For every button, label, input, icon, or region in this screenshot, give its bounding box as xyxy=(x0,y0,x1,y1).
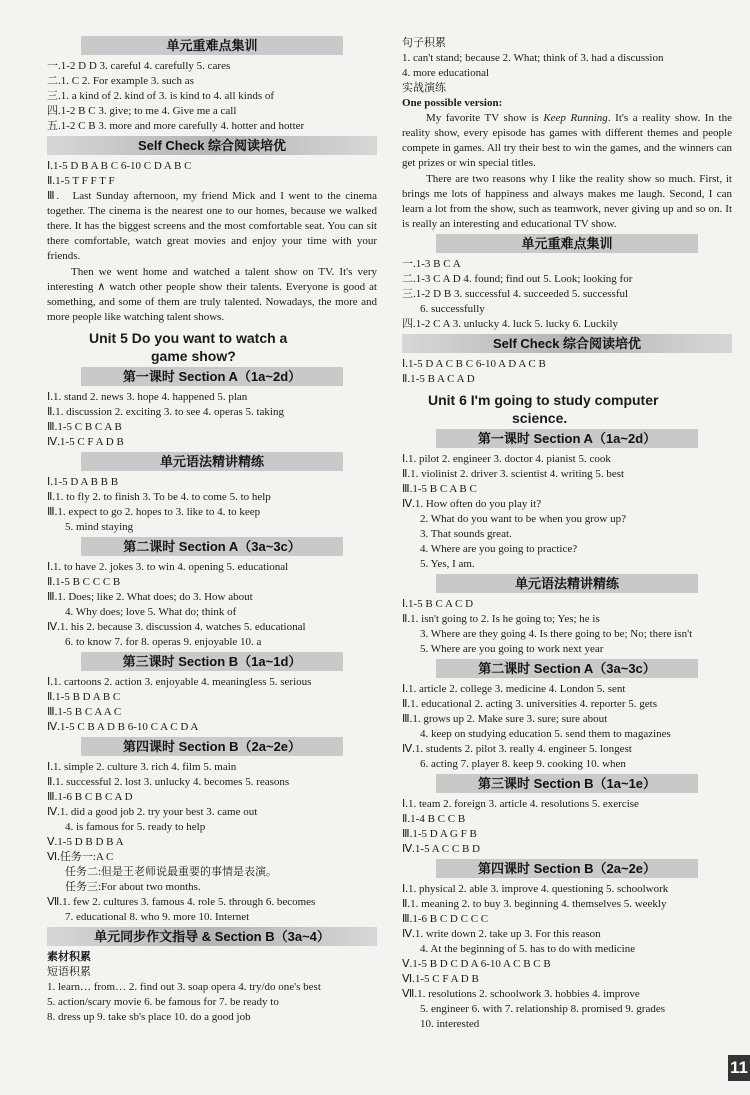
answer-line: 4. At the beginning of 5. has to do with medicine xyxy=(420,943,636,955)
practice-section xyxy=(402,81,732,232)
answer-line: Ⅲ.1. grows up 2. Make sure 3. sure; sure about xyxy=(402,713,608,725)
u5-selfcheck-section-right xyxy=(402,334,732,387)
answer-line: Ⅱ.1-5 B A C A D xyxy=(402,373,475,385)
answer-line: 5. engineer 6. with 7. relationship 8. promised 9. grades xyxy=(420,1003,666,1015)
answer-line: Ⅰ.1. to have 2. jokes 3. to win 4. opening 5. educational xyxy=(47,561,289,573)
answer-line: Ⅰ.1. stand 2. news 3. hope 4. happened 5. plan xyxy=(47,391,248,403)
essay-paragraph: There are two reasons why I like the reality show so much. First, it brings me lots of happiness and always makes me laugh. Second, I can learn a lot from the show, such as teamwork, never giving up and so on. It is really an interesting and educational TV show. xyxy=(402,173,732,230)
u5-focus-section xyxy=(402,234,732,332)
section-header: 单元同步作文指导 & Section B（3a~4） xyxy=(47,927,377,946)
essay-label: Ⅲ. xyxy=(47,190,60,202)
subsection-label: 实战演练 xyxy=(402,82,446,94)
section-header: Self Check 综合阅读培优 xyxy=(402,334,732,353)
answer-line: 10. interested xyxy=(420,1018,480,1030)
answer-line: Ⅱ.1-5 B C C C B xyxy=(47,576,121,588)
answer-line: 一.1-2 D D 3. careful 4. carefully 5. cares xyxy=(47,60,231,72)
answer-line: 任务二:但是王老师说最重要的事情是表演。 xyxy=(65,866,278,878)
answer-line: Ⅰ.1. article 2. college 3. medicine 4. London 5. sent xyxy=(402,683,626,695)
page-number: 11 xyxy=(728,1055,750,1081)
u5-grammar-section xyxy=(47,452,377,535)
answer-line: 6. acting 7. player 8. keep 9. cooking 10. when xyxy=(420,758,626,770)
answer-line: Ⅵ.任务一:A C xyxy=(47,851,114,863)
answer-line: 5. mind staying xyxy=(65,521,134,533)
section-header: 第一课时 Section A（1a~2d） xyxy=(436,429,698,448)
answer-line: 4. more educational xyxy=(402,67,490,79)
answer-line: 4. keep on studying education 5. send them to magazines xyxy=(420,728,671,740)
answer-line: Ⅱ.1. successful 2. lost 3. unlucky 4. becomes 5. reasons xyxy=(47,776,290,788)
version-label: One possible version: xyxy=(402,97,503,109)
unit-title-line: Unit 6 I'm going to study computer xyxy=(428,392,659,408)
show-title: Keep Running xyxy=(543,112,608,124)
answer-line: Ⅲ.1-6 B C D C C C xyxy=(402,913,489,925)
answer-line: 1. can't stand; because 2. What; think of 3. had a discussion xyxy=(402,52,664,64)
unit-title-line: Unit 5 Do you want to watch a xyxy=(89,330,288,346)
answer-line: Ⅱ.1. violinist 2. driver 3. scientist 4. writing 5. best xyxy=(402,468,625,480)
section-header: 单元语法精讲精练 xyxy=(81,452,343,471)
subsection-label: 短语积累 xyxy=(47,966,91,978)
answer-line: Ⅲ.1-6 B C B C A D xyxy=(47,791,133,803)
answer-line: 二.1-3 C A D 4. found; find out 5. Look; looking for xyxy=(402,273,633,285)
u6-grammar-section xyxy=(402,574,732,657)
answer-line: 6. successfully xyxy=(420,303,485,315)
answer-line: Ⅳ.1-5 C B A D B 6-10 C A C D A xyxy=(47,721,199,733)
answer-line: 5. Yes, I am. xyxy=(420,558,475,570)
u6-lesson3-section xyxy=(402,774,732,857)
answer-line: Ⅲ.1. expect to go 2. hopes to 3. like to 4. to keep xyxy=(47,506,261,518)
answer-line: 8. dress up 9. take sb's place 10. do a good job xyxy=(47,1011,251,1023)
answer-line: 四.1-2 B C 3. give; to me 4. Give me a call xyxy=(47,105,237,117)
answer-line: Ⅰ.1. team 2. foreign 3. article 4. resolutions 5. exercise xyxy=(402,798,639,810)
u6-lesson1-section xyxy=(402,429,732,572)
answer-line: Ⅱ.1. to fly 2. to finish 3. To be 4. to come 5. to help xyxy=(47,491,271,503)
answer-line: Ⅳ.1-5 C F A D B xyxy=(47,436,124,448)
answer-line: 三.1-2 D B 3. successful 4. succeeded 5. successful xyxy=(402,288,629,300)
answer-line: 4. Why does; love 5. What do; think of xyxy=(65,606,237,618)
answer-line: Ⅶ.1. few 2. cultures 3. famous 4. role 5. through 6. becomes xyxy=(47,896,316,908)
section-header: Self Check 综合阅读培优 xyxy=(47,136,377,155)
u5-lesson1-section xyxy=(47,367,377,450)
essay-text: . It's a reality show. In the reality show, every episode has games with different themes and people compete in games. All try their best to win the games, and the winners can get prizes or win special titles. xyxy=(402,112,732,169)
answer-line: Ⅱ.1-4 B C C B xyxy=(402,813,466,825)
answer-line: Ⅳ.1. did a good job 2. try your best 3. came out xyxy=(47,806,258,818)
answer-line: Ⅴ.1-5 D B D B A xyxy=(47,836,124,848)
answer-line: 三.1. a kind of 2. kind of 3. is kind to 4. all kinds of xyxy=(47,90,275,102)
section-header: 第三课时 Section B（1a~1d） xyxy=(81,652,343,671)
answer-line: Ⅱ.1-5 T F F T F xyxy=(47,175,115,187)
subsection-label: 句子积累 xyxy=(402,37,446,49)
answer-line: 3. That sounds great. xyxy=(420,528,512,540)
answer-line: Ⅱ.1. discussion 2. exciting 3. to see 4. operas 5. taking xyxy=(47,406,284,418)
section-header: 第一课时 Section A（1a~2d） xyxy=(81,367,343,386)
answer-line: 4. is famous for 5. ready to help xyxy=(65,821,206,833)
answer-line: 4. Where are you going to practice? xyxy=(420,543,578,555)
answer-line: Ⅳ.1. How often do you play it? xyxy=(402,498,542,510)
section-header: 第四课时 Section B（2a~2e） xyxy=(436,859,698,878)
answer-line: Ⅲ.1-5 B C A B C xyxy=(402,483,477,495)
unit-5-title xyxy=(47,329,377,365)
u4-selfcheck-section xyxy=(47,136,377,325)
sentences-section xyxy=(402,36,732,81)
corrected-essay xyxy=(47,189,377,325)
answer-line: 5. Where are you going to work next year xyxy=(420,643,604,655)
unit-title-line: science. xyxy=(512,410,568,426)
answer-line: Ⅰ.1. cartoons 2. action 3. enjoyable 4. meaningless 5. serious xyxy=(47,676,312,688)
u6-lesson2-section xyxy=(402,659,732,772)
answer-line: 3. Where are they going 4. Is there going to be; No; there isn't xyxy=(420,628,693,640)
u6-lesson4-section xyxy=(402,859,732,1032)
u5-lesson3-section xyxy=(47,652,377,735)
section-header: 单元重难点集训 xyxy=(436,234,698,253)
answer-line: Ⅵ.1-5 C F A D B xyxy=(402,973,479,985)
answer-line: Ⅰ.1. pilot 2. engineer 3. doctor 4. pianist 5. cook xyxy=(402,453,611,465)
answer-line: Ⅱ.1. isn't going to 2. Is he going to; Yes; he is xyxy=(402,613,600,625)
sample-essay xyxy=(402,111,732,232)
answer-line: 5. action/scary movie 6. be famous for 7. be ready to xyxy=(47,996,279,1008)
answer-line: Ⅳ.1-5 A C C B D xyxy=(402,843,480,855)
answer-line: 一.1-3 B C A xyxy=(402,258,461,270)
essay-paragraph: Last Sunday afternoon, my friend Mick and I went to the cinema together. The cinema is the nearest one to our homes, because we walked there. It has the biggest screens and the most comfortable seat. You can sit there comfortable, watch great movies and enjoy your time with your friends. xyxy=(47,190,377,262)
answer-line: Ⅴ.1-5 B D C D A 6-10 A C B C B xyxy=(402,958,551,970)
answer-line: Ⅳ.1. students 2. pilot 3. really 4. engineer 5. longest xyxy=(402,743,632,755)
answer-line: 1. learn… from… 2. find out 3. soap opera 4. try/do one's best xyxy=(47,981,321,993)
u4-focus-section xyxy=(47,36,377,134)
answer-line: Ⅰ.1. simple 2. culture 3. rich 4. film 5. main xyxy=(47,761,237,773)
answer-line: Ⅲ.1-5 C B C A B xyxy=(47,421,122,433)
unit-6-title xyxy=(402,391,732,427)
answer-line: 五.1-2 C B 3. more and more carefully 4. hotter and hotter xyxy=(47,120,305,132)
u5-lesson2-section xyxy=(47,537,377,650)
answer-line: Ⅰ.1-5 B C A C D xyxy=(402,598,474,610)
u5-writing-section xyxy=(47,927,377,1025)
answer-line: Ⅱ.1-5 B D A B C xyxy=(47,691,121,703)
answer-line: 6. to know 7. for 8. operas 9. enjoyable 10. a xyxy=(65,636,262,648)
u5-lesson4-section xyxy=(47,737,377,925)
answer-line: Ⅶ.1. resolutions 2. schoolwork 3. hobbies 4. improve xyxy=(402,988,640,1000)
answer-line: Ⅱ.1. meaning 2. to buy 3. beginning 4. themselves 5. weekly xyxy=(402,898,667,910)
unit-title-line: game show? xyxy=(151,348,236,364)
section-header: 第四课时 Section B（2a~2e） xyxy=(81,737,343,756)
answer-line: Ⅲ.1. Does; like 2. What does; do 3. How about xyxy=(47,591,253,603)
answer-line: 二.1. C 2. For example 3. such as xyxy=(47,75,194,87)
answer-line: Ⅳ.1. his 2. because 3. discussion 4. watches 5. educational xyxy=(47,621,306,633)
answer-line: Ⅲ.1-5 D A G F B xyxy=(402,828,477,840)
answer-line: Ⅱ.1. educational 2. acting 3. universities 4. reporter 5. gets xyxy=(402,698,657,710)
answer-line: 任务三:For about two months. xyxy=(65,881,201,893)
section-header: 单元语法精讲精练 xyxy=(436,574,698,593)
essay-text: My favorite TV show is xyxy=(426,112,544,124)
section-header: 第二课时 Section A（3a~3c） xyxy=(81,537,343,556)
essay-paragraph xyxy=(402,111,732,171)
subsection-label: 素材积累 xyxy=(47,951,91,963)
right-column xyxy=(402,36,732,1032)
answer-line: Ⅰ.1-5 D A C B C 6-10 A D A C B xyxy=(402,358,546,370)
section-header: 第二课时 Section A（3a~3c） xyxy=(436,659,698,678)
answer-line: Ⅰ.1-5 D B A B C 6-10 C D A B C xyxy=(47,160,192,172)
section-header: 第三课时 Section B（1a~1e） xyxy=(436,774,698,793)
answer-line: Ⅰ.1. physical 2. able 3. improve 4. questioning 5. schoolwork xyxy=(402,883,669,895)
answer-line: Ⅳ.1. write down 2. take up 3. For this reason xyxy=(402,928,601,940)
section-header: 单元重难点集训 xyxy=(81,36,343,55)
left-column xyxy=(47,34,377,1025)
answer-line: 2. What do you want to be when you grow up? xyxy=(420,513,627,525)
essay-paragraph: Then we went home and watched a talent show on TV. It's very interesting ∧ watch other people show their talents. Everyone is good at something, and some of them are truly talented. Nowadays, the more and more people like watching talent shows. xyxy=(47,266,377,323)
answer-line: 四.1-2 C A 3. unlucky 4. luck 5. lucky 6. Luckily xyxy=(402,318,619,330)
answer-line: Ⅰ.1-5 D A B B B xyxy=(47,476,119,488)
answer-line: Ⅲ.1-5 B C A A C xyxy=(47,706,122,718)
answer-line: 7. educational 8. who 9. more 10. Internet xyxy=(65,911,250,923)
